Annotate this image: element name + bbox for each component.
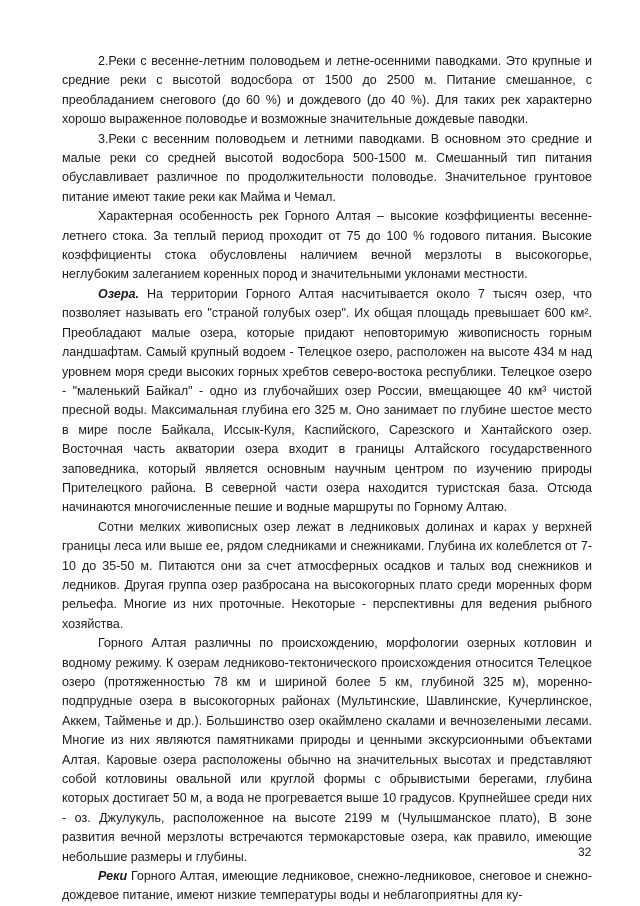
paragraph (62, 285, 592, 518)
paragraph-text: Горного Алтая различны по происхождению, морфологии озерных котловин и водному режиму. К озерам ледниково-тектонического происхождения относится Телецкое озеро (протяженностью 78 км и шириной более 5 км, глубиной 325 м), моренно-подпрудные озера в высокогорных районах (Мультинские, Шавлинские, Кучерлинское, Аккем, Тайменье и др.). Большинство озер окаймлено скалами и вечнозелеными лесами. Многие из них являются памятниками природы и ценными экскурсионными объектами Алтая. Каровые озера расположены обычно на значительных высотах и представляют собой котловины овальной или круглой формы с обрывистыми берегами, глубина которых достигает 50 м, а вода не прогревается выше 10 градусов. Крупнейшее среди них - оз. Джулукуль, расположенное на высоте 2199 м (Чулышманское плато), В зоне развития вечной мерзлоты встречаются термокарстовые озера, как правило, имеющие небольшие размеры и глубины. (62, 636, 592, 864)
paragraph (62, 518, 592, 634)
paragraph (62, 867, 592, 906)
paragraph-text: Характерная особенность рек Горного Алтая – высокие коэффициенты весенне-летнего стока. За теплый период проходит от 75 до 100 % годового питания. Высокие коэффициенты стока обусловлены наличием вечной мерзлоты в высокогорье, неглубоким залеганием коренных пород и значительными уклонами местности. (62, 209, 592, 282)
page-number: 32 (578, 845, 592, 859)
paragraph-lead: Реки (98, 869, 128, 884)
paragraph (62, 52, 592, 130)
paragraph (62, 130, 592, 208)
paragraph-text: Горного Алтая, имеющие ледниковое, снежно-ледниковое, снеговое и снежно-дождевое питание, имеют низкие температуры воды и неблагоприятны для ку- (62, 869, 592, 903)
paragraph-text: На территории Горного Алтая насчитывается около 7 тысяч озер, что позволяет называть его "страной голубых озер". Их общая площадь превышает 600 км². Преобладают малые озера, которые придают неповторимую живописность горным ландшафтам. Самый крупный водоем - Телецкое озеро, расположен на высоте 434 м над уровнем моря среди высоких горных хребтов северо-востока республики. Телецкое озеро - "маленький Байкал" - одно из глубочайших озер России, вмещающее 40 км³ чистой пресной воды. Максимальная глубина его 325 м. Оно занимает по глубине шестое место в мире после Байкала, Иссык-Куля, Каспийского, Сарезского и Хантайского озер. Восточная часть акватории озера входит в границы Алтайского государственного заповедника, который является основным научным центром по изучению природы Прителецкого района. В северной части озера находится туристская база. Отсюда начинаются многочисленные пешие и водные маршруты по Горному Алтаю. (62, 286, 592, 515)
paragraph-text: Сотни мелких живописных озер лежат в ледниковых долинах и карах у верхней границы леса или выше ее, рядом следниками и снежниками. Глубина их колеблется от 7-10 до 35-50 м. Питаются они за счет атмосферных осадков и талых вод снежников и ледников. Другая группа озер разбросана на высокогорных плато среди моренных форм рельефа. Многие из них проточные. Некоторые - перспективны для ведения рыбного хозяйства. (62, 519, 592, 631)
paragraph (62, 634, 592, 867)
paragraph-text: 3.Реки с весенним половодьем и летними паводками. В основном это средние и малые реки со средней высотой водосбора 500-1500 м. Смешанный тип питания обуславливает различное по продолжительности половодье. Значительное грунтовое питание имеют такие реки как Майма и Чемал. (62, 131, 592, 204)
paragraph-text: 2.Реки с весенне-летним половодьем и летне-осенними паводками. Это крупные и средние реки с высотой водосбора от 1500 до 2500 м. Питание смешанное, с преобладанием снегового (до 60 %) и дождевого (до 40 %). Для таких рек характерно хорошо выраженное половодье и возможные значительные дождевые паводки. (62, 54, 592, 127)
paragraph (62, 207, 592, 285)
paragraph-lead: Озера. (98, 286, 139, 301)
document-body (62, 52, 592, 906)
